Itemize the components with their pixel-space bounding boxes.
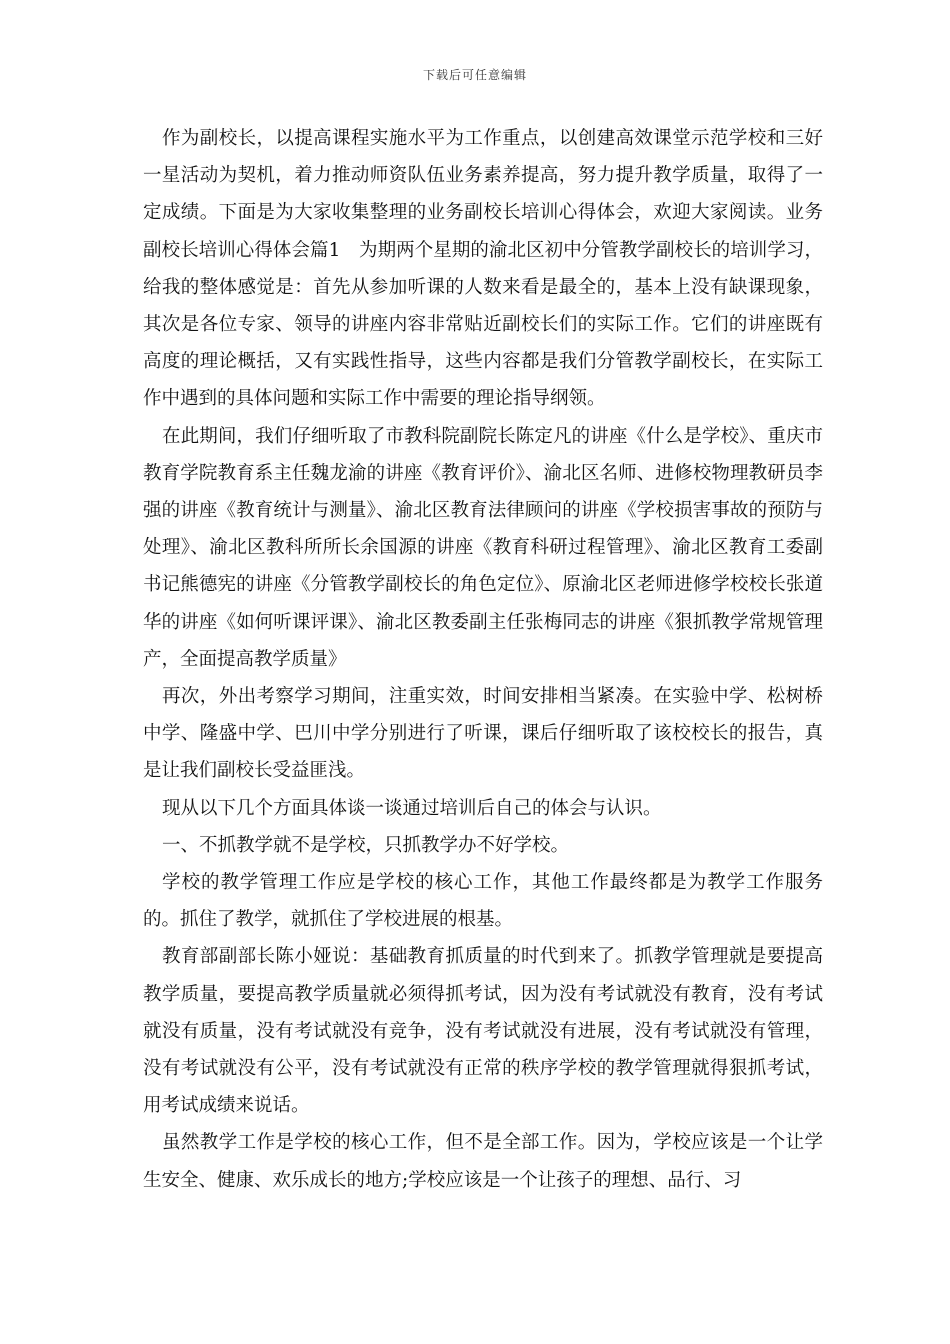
paragraph-visits: 再次，外出考察学习期间，注重实效，时间安排相当紧凑。在实验中学、松树桥中学、隆盛中学、巴川中学分别进行了听课，课后仔细听取了该校校长的报告，真是让我们副校长受益匪浅。: [143, 686, 823, 782]
paragraph-lectures: 在此期间，我们仔细听取了市教科院副院长陈定凡的讲座《什么是学校》、重庆市教育学院教育系主任魏龙渝的讲座《教育评价》、渝北区名师、进修校物理教研员李强的讲座《教育统计与测量》、渝北区教育法律顾问的讲座《学校损害事故的预防与处理》、渝北区教科所所长余国源的讲座《教育科研过程管理》、渝北区教育工委副书记熊德宪的讲座《分管教学副校长的角色定位》、原渝北区老师进修学校校长张道华的讲座《如何听课评课》、渝北区教委副主任张梅同志的讲座《狠抓教学常规管理产，全面提高教学质量》: [143, 425, 823, 670]
paragraph-core-work: 学校的教学管理工作应是学校的核心工作，其他工作最终都是为教学工作服务的。抓住了教学，就抓住了学校进展的根基。: [143, 872, 823, 931]
section-heading-one: 一、不抓教学就不是学校，只抓教学办不好学校。: [162, 834, 570, 856]
paragraph-not-all: 虽然教学工作是学校的核心工作，但不是全部工作。因为，学校应该是一个让学生安全、健康、欢乐成长的地方;学校应该是一个让孩子的理想、品行、习: [143, 1132, 823, 1191]
document-body: [143, 120, 823, 1199]
page-header: 下载后可任意编辑: [422, 68, 527, 82]
paragraph-exams: 教育部副部长陈小娅说：基础教育抓质量的时代到来了。抓教学管理就是要提高教学质量，要提高教学质量就必须得抓考试，因为没有考试就没有教育，没有考试就没有质量，没有考试就没有竞争，没有考试就没有进展，没有考试就没有管理，没有考试就没有公平，没有考试就没有正常的秩序学校的教学管理就得狠抓考试，用考试成绩来说话。: [143, 946, 823, 1117]
paragraph-intro: 作为副校长，以提高课程实施水平为工作重点，以创建高效课堂示范学校和三好一星活动为契机，着力推动师资队伍业务素养提高，努力提升教学质量，取得了一定成绩。下面是为大家收集整理的业务副校长培训心得体会，欢迎大家阅读。业务副校长培训心得体会篇1 为期两个星期的渝北区初中分管教学副校长的培训学习，给我的整体感觉是：首先从参加听课的人数来看是最全的，基本上没有缺课现象，其次是各位专家、领导的讲座内容非常贴近副校长们的实际工作。它们的讲座既有高度的理论概括，又有实践性指导，这些内容都是我们分管教学副校长，在实际工作中遇到的具体问题和实际工作中需要的理论指导纲领。: [143, 128, 823, 410]
paragraph-overview: 现从以下几个方面具体谈一谈通过培训后自己的体会与认识。: [162, 797, 662, 819]
